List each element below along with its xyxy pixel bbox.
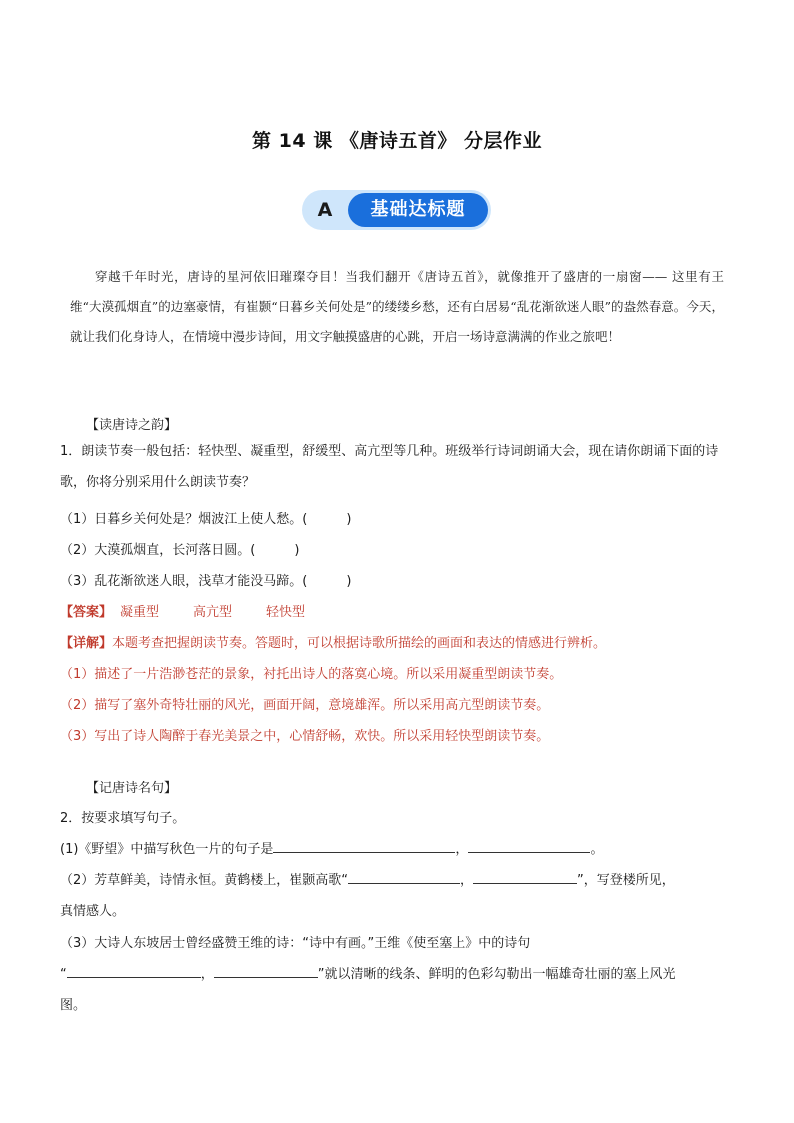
- detail-tag: 【详解】: [60, 636, 113, 651]
- q2-item-3-cont: [60, 963, 676, 982]
- answer-2: 高亢型: [193, 605, 233, 620]
- q2-item-2-tail: ”，写登楼所见，: [577, 873, 675, 888]
- fill-blank[interactable]: [67, 965, 201, 978]
- q2-item-3-tail: ”就以清晰的线条、鲜明的色彩勾勒出一幅雄奇壮丽的塞上风光: [317, 967, 676, 982]
- q2-item-2-cont: 真情感人。: [60, 904, 126, 919]
- q1-item-2: （2）大漠孤烟直，长河落日圆。( ): [60, 543, 300, 558]
- fill-blank[interactable]: [348, 871, 460, 884]
- question-2-text: 2．按要求填写句子。: [60, 811, 186, 826]
- question-1-text: 1．朗读节奏一般包括：轻快型、凝重型，舒缓型、高亢型等几种。班级举行诗词朗诵大会，现在请你朗诵下面的诗歌，你将分别采用什么朗读节奏？: [60, 444, 719, 490]
- fill-blank[interactable]: [473, 871, 577, 884]
- detail-text: 本题考查把握朗读节奏。答题时，可以根据诗歌所描绘的画面和表达的情感进行辨析。: [112, 636, 607, 651]
- q2-item-2: [60, 869, 675, 888]
- intro-paragraph: 穿越千年时光，唐诗的星河依旧璀璨夺目！当我们翻开《唐诗五首》，就像推开了盛唐的一扇窗—— 这里有王维“大漠孤烟直”的边塞豪情，有崔颢“日暮乡关何处是”的缕缕乡愁，还有白居易“乱花渐欲迷人眼”的盎然春意。今天，就让我们化身诗人，在情境中漫步诗间，用文字触摸盛唐的心跳，开启一场诗意满满的作业之旅吧！: [70, 269, 724, 344]
- answer-3: 轻快型: [266, 605, 306, 620]
- detail-item-2: （2）描写了塞外奇特壮丽的风光，画面开阔，意境雄浑。所以采用高亢型朗读节奏。: [60, 698, 550, 713]
- q1-item-3: （3）乱花渐欲迷人眼，浅草才能没马蹄。( ): [60, 574, 352, 589]
- detail-item-3: （3）写出了诗人陶醉于春光美景之中，心情舒畅，欢快。所以采用轻快型朗读节奏。: [60, 729, 550, 744]
- q2-item-2-comma: ，: [460, 873, 474, 888]
- section-badge: [302, 190, 491, 230]
- fill-blank[interactable]: [468, 840, 590, 853]
- detail-line: [60, 632, 606, 651]
- section2-heading: 【记唐诗名句】: [86, 781, 178, 796]
- q1-item-1: （1）日暮乡关何处是？烟波江上使人愁。( ): [60, 512, 352, 527]
- q2-item-2-text: （2）芳草鲜美，诗情永恒。黄鹤楼上，崔颢高歌“: [60, 873, 349, 888]
- answer-tag: 【答案】: [60, 605, 113, 620]
- q2-item-3-comma: ，: [200, 967, 214, 982]
- badge-label: 基础达标题: [348, 193, 488, 227]
- q2-item-1-text: (1)《野望》中描写秋色一片的句子是: [60, 842, 274, 857]
- fill-blank[interactable]: [214, 965, 318, 978]
- section1-heading: 【读唐诗之韵】: [86, 418, 178, 433]
- q2-item-1-period: 。: [590, 842, 604, 857]
- q2-item-3: （3）大诗人东坡居士曾经盛赞王维的诗：“诗中有画。”王维《使至塞上》中的诗句: [60, 936, 531, 951]
- q2-item-3-quote: “: [60, 967, 67, 982]
- q2-item-1: [60, 838, 603, 857]
- page-title: 第 14 课 《唐诗五首》 分层作业: [252, 130, 542, 152]
- answer-line: [60, 601, 305, 620]
- detail-item-1: （1）描述了一片浩渺苍茫的景象，衬托出诗人的落寞心境。所以采用凝重型朗读节奏。: [60, 667, 563, 682]
- badge-letter: A: [317, 199, 333, 221]
- fill-blank[interactable]: [273, 840, 455, 853]
- answer-1: 凝重型: [120, 605, 160, 620]
- q2-item-1-comma: ，: [455, 842, 469, 857]
- q2-item-3-end: 图。: [60, 998, 87, 1013]
